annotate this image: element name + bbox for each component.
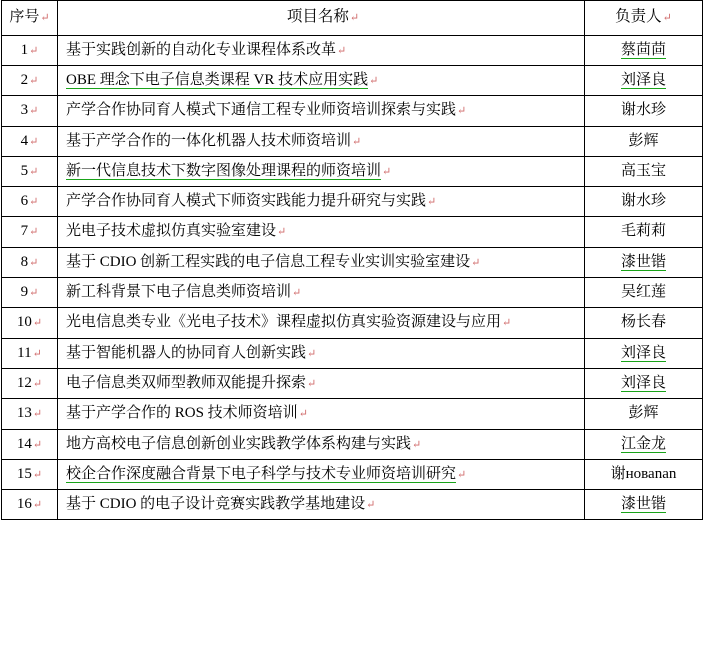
table-row — [2, 126, 703, 156]
seq-value: 6 — [20, 193, 29, 210]
end-mark: ↵ — [382, 165, 392, 178]
cell-leader — [585, 35, 703, 65]
cell-seq — [2, 459, 58, 489]
project-name: 基于智能机器人的协同育人创新实践 — [66, 344, 307, 361]
end-mark: ↵ — [29, 165, 39, 178]
project-name: 产学合作协同育人模式下通信工程专业师资培训探索与实践 — [66, 102, 457, 119]
table-row — [2, 399, 703, 429]
seq-value: 12 — [16, 375, 32, 392]
table-row — [2, 66, 703, 96]
cell-leader — [585, 369, 703, 399]
header-cell-leader — [585, 1, 703, 36]
cell-leader — [585, 429, 703, 459]
table-row — [2, 277, 703, 307]
seq-value: 2 — [20, 72, 29, 89]
table-row — [2, 35, 703, 65]
table-row — [2, 217, 703, 247]
cell-seq — [2, 156, 58, 186]
table-row — [2, 187, 703, 217]
project-name: 基于实践创新的自动化专业课程体系改革 — [66, 41, 337, 58]
leader-name: 彭辉 — [628, 132, 659, 149]
project-name: 光电信息类专业《光电子技术》课程虚拟仿真实验资源建设与应用 — [66, 314, 502, 331]
project-name: 校企合作深度融合背景下电子科学与技术专业师资培训研究 — [66, 465, 457, 482]
cell-leader — [585, 459, 703, 489]
leader-name: 毛莉莉 — [620, 223, 666, 240]
project-name: 基于 CDIO 的电子设计竞赛实践教学基地建设 — [66, 496, 366, 513]
cell-seq — [2, 399, 58, 429]
seq-value: 3 — [20, 102, 29, 119]
table-row — [2, 490, 703, 520]
end-mark: ↵ — [349, 12, 360, 24]
end-mark: ↵ — [662, 12, 672, 24]
seq-value: 5 — [20, 162, 29, 179]
end-mark: ↵ — [32, 378, 43, 391]
end-mark: ↵ — [32, 468, 43, 481]
cell-project — [58, 399, 585, 429]
header-leader-label: 负责人 — [615, 8, 662, 25]
table-body — [2, 1, 703, 520]
cell-project — [58, 247, 585, 277]
end-mark: ↵ — [29, 226, 39, 239]
end-mark: ↵ — [40, 12, 50, 25]
seq-value: 7 — [20, 223, 29, 240]
end-mark: ↵ — [337, 44, 347, 57]
leader-name: 刘泽良 — [620, 375, 666, 392]
cell-leader — [585, 338, 703, 368]
cell-leader — [585, 66, 703, 96]
cell-project — [58, 156, 585, 186]
cell-project — [58, 277, 585, 307]
leader-name: 吴红莲 — [620, 283, 666, 300]
cell-project — [58, 35, 585, 65]
header-seq-label: 序号 — [9, 9, 40, 26]
cell-seq — [2, 187, 58, 217]
cell-seq — [2, 308, 58, 339]
cell-leader — [585, 156, 703, 186]
cell-project — [58, 369, 585, 399]
end-mark: ↵ — [502, 317, 512, 330]
cell-project — [58, 490, 585, 520]
cell-project — [58, 126, 585, 156]
end-mark: ↵ — [29, 286, 39, 299]
table-row — [2, 369, 703, 399]
end-mark: ↵ — [29, 135, 39, 148]
project-name: 电子信息类双师型教师双能提升探索 — [66, 375, 307, 392]
end-mark: ↵ — [298, 408, 308, 421]
project-name: 光电子技术虚拟仿真实验室建设 — [66, 223, 277, 240]
end-mark: ↵ — [29, 44, 39, 57]
end-mark: ↵ — [32, 438, 43, 451]
project-name: 新一代信息技术下数字图像处理课程的师资培训 — [66, 162, 382, 179]
seq-value: 14 — [16, 435, 32, 452]
table-row — [2, 156, 703, 186]
cell-seq — [2, 338, 58, 368]
leader-name: 漆世锴 — [620, 253, 666, 270]
cell-seq — [2, 369, 58, 399]
end-mark: ↵ — [29, 75, 39, 88]
end-mark: ↵ — [366, 499, 376, 512]
cell-seq — [2, 35, 58, 65]
end-mark: ↵ — [352, 135, 362, 148]
cell-leader — [585, 217, 703, 247]
table-row — [2, 308, 703, 339]
cell-project — [58, 308, 585, 339]
table-row — [2, 96, 703, 126]
cell-project — [58, 459, 585, 489]
seq-value: 8 — [20, 253, 29, 270]
end-mark: ↵ — [29, 105, 39, 118]
table-row — [2, 459, 703, 489]
end-mark: ↵ — [307, 347, 317, 360]
cell-seq — [2, 429, 58, 459]
header-cell-project — [58, 1, 585, 36]
cell-seq — [2, 247, 58, 277]
cell-seq — [2, 277, 58, 307]
end-mark: ↵ — [369, 75, 379, 88]
cell-leader — [585, 126, 703, 156]
cell-leader — [585, 247, 703, 277]
end-mark: ↵ — [32, 408, 43, 421]
seq-value: 9 — [20, 283, 29, 300]
end-mark: ↵ — [307, 378, 317, 391]
project-name: 基于 CDIO 创新工程实践的电子信息工程专业实训实验室建设 — [66, 253, 471, 270]
cell-project — [58, 187, 585, 217]
end-mark: ↵ — [32, 317, 43, 330]
table-row — [2, 338, 703, 368]
table-row — [2, 429, 703, 459]
project-name: 地方高校电子信息创新创业实践教学体系构建与实践 — [66, 435, 412, 452]
end-mark: ↵ — [292, 286, 302, 299]
project-name: 基于产学合作的 ROS 技术师资培训 — [66, 405, 298, 422]
end-mark: ↵ — [412, 438, 422, 451]
cell-project — [58, 66, 585, 96]
table-header-row — [2, 1, 703, 36]
end-mark: ↵ — [277, 226, 287, 239]
cell-seq — [2, 490, 58, 520]
leader-name: 蔡茴茴 — [620, 41, 666, 58]
cell-leader — [585, 399, 703, 429]
end-mark: ↵ — [32, 347, 42, 360]
seq-value: 10 — [16, 314, 32, 331]
end-mark: ↵ — [427, 196, 437, 209]
cell-project — [58, 429, 585, 459]
end-mark: ↵ — [457, 468, 467, 481]
cell-leader — [585, 187, 703, 217]
cell-project — [58, 338, 585, 368]
leader-name: 彭辉 — [628, 405, 659, 422]
leader-name: 江金龙 — [620, 435, 666, 452]
header-cell-seq — [2, 1, 58, 36]
leader-name: 谢новаnan — [610, 465, 677, 482]
project-name: 基于产学合作的一体化机器人技术师资培训 — [66, 132, 352, 149]
seq-value: 15 — [16, 465, 32, 482]
table-row — [2, 247, 703, 277]
seq-value: 1 — [20, 41, 29, 58]
cell-leader — [585, 277, 703, 307]
leader-name: 漆世锴 — [620, 496, 666, 513]
end-mark: ↵ — [471, 256, 481, 269]
leader-name: 杨长春 — [620, 314, 666, 331]
cell-seq — [2, 126, 58, 156]
leader-name: 高玉宝 — [620, 162, 666, 179]
seq-value: 13 — [16, 405, 32, 422]
end-mark: ↵ — [29, 256, 39, 269]
leader-name: 刘泽良 — [620, 344, 666, 361]
cell-leader — [585, 490, 703, 520]
cell-leader — [585, 96, 703, 126]
leader-name: 谢水珍 — [620, 102, 666, 119]
cell-seq — [2, 66, 58, 96]
seq-value: 16 — [16, 496, 32, 513]
project-name: 新工科背景下电子信息类师资培训 — [66, 283, 292, 300]
cell-leader — [585, 308, 703, 339]
leader-name: 刘泽良 — [620, 72, 666, 89]
project-table — [1, 0, 703, 520]
cell-project — [58, 96, 585, 126]
leader-name: 谢水珍 — [620, 193, 666, 210]
project-name: OBE 理念下电子信息类课程 VR 技术应用实践 — [66, 72, 369, 89]
header-project-label: 项目名称 — [286, 8, 349, 25]
project-name: 产学合作协同育人模式下师资实践能力提升研究与实践 — [66, 193, 427, 210]
seq-value: 11 — [17, 344, 32, 361]
seq-value: 4 — [20, 132, 29, 149]
end-mark: ↵ — [29, 196, 39, 209]
cell-seq — [2, 217, 58, 247]
cell-project — [58, 217, 585, 247]
cell-seq — [2, 96, 58, 126]
end-mark: ↵ — [32, 499, 43, 512]
end-mark: ↵ — [457, 105, 467, 118]
